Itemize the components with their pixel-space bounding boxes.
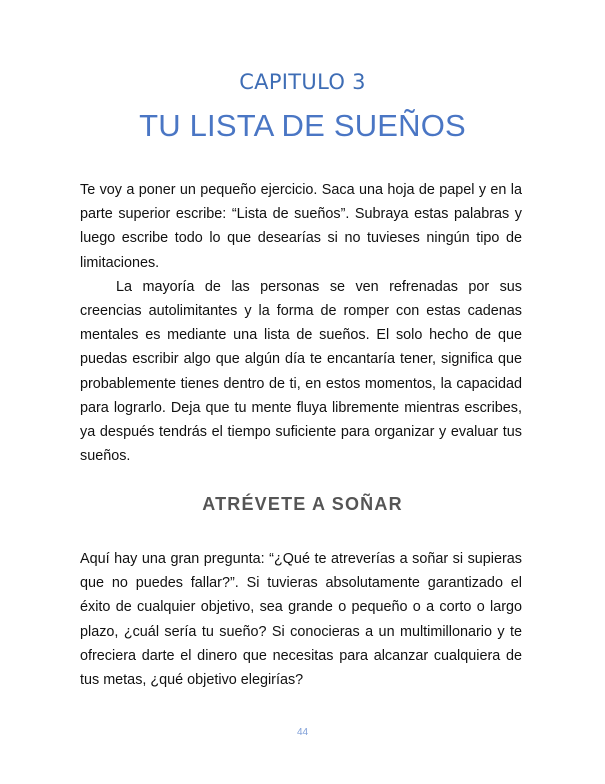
chapter-title: TU LISTA DE SUEÑOS [139, 108, 466, 143]
paragraph-intro: Te voy a poner un pequeño ejercicio. Saca una hoja de papel y en la parte superior escribe: “Lista de sueños”. Subraya estas palabras y luego escribe todo lo que desearías si no tuvieses ningún tipo de limitaciones. [80, 182, 522, 271]
paragraph-question: Aquí hay una gran pregunta: “¿Qué te atreverías a soñar si supieras que no puedes fallar?”. Si tuvieras absolutamente garantizado el éxito de cualquier objetivo, sea grande o pequeño o a corto o largo plazo, ¿cuál sería tu sueño? Si conocieras a un multimillonario y te ofreciera darte el dinero que necesitas para alcanzar cualquiera de tus metas, ¿qué objetivo elegirías? [80, 551, 522, 689]
chapter-number: CAPITULO 3 [239, 70, 366, 94]
intro-text-block [80, 178, 522, 468]
section-heading: ATRÉVETE A SOÑAR [202, 494, 403, 514]
section-text-block [80, 547, 522, 692]
paragraph-beliefs: La mayoría de las personas se ven refrenadas por sus creencias autolimitantes y la forma de romper con estas cadenas mentales es mediante una lista de sueños. El solo hecho de que puedas escribir algo que algún día te encantaría tener, significa que probablemente tienes dentro de ti, en estos momentos, la capacidad para lograrlo. Deja que tu mente fluya libremente mientras escribes, ya después tendrás el tiempo suficiente para organizar y evaluar tus sueños. [80, 278, 522, 465]
page-number: 44 [296, 727, 309, 738]
